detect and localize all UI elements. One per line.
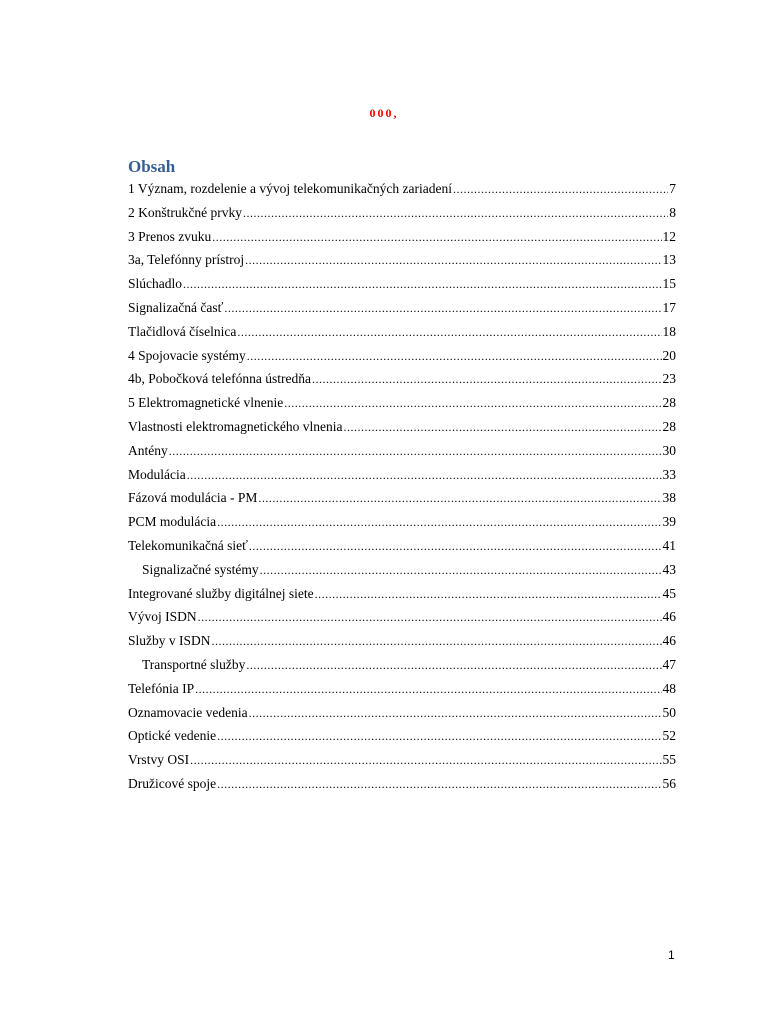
toc-dot-leader	[315, 583, 662, 606]
toc-entry[interactable]	[128, 605, 676, 629]
toc-entry-label: Vrstvy OSI	[128, 752, 190, 768]
toc-title: Obsah	[128, 157, 176, 176]
toc-entry[interactable]	[128, 272, 676, 296]
toc-entry[interactable]	[128, 486, 676, 510]
toc-dot-leader	[212, 630, 662, 653]
toc-entry-label: Signalizačná časť	[128, 299, 224, 315]
toc-dot-leader	[217, 773, 661, 796]
toc-entry[interactable]	[128, 439, 676, 463]
toc-dot-leader	[245, 249, 661, 272]
toc-dot-leader	[212, 226, 661, 249]
toc-entry-page: 43	[662, 561, 676, 577]
toc-dot-leader	[187, 464, 662, 487]
toc-entry-label: 2 Konštrukčné prvky	[128, 204, 242, 220]
toc-entry-label: Služby v ISDN	[128, 633, 211, 649]
toc-entry-page: 13	[662, 252, 676, 268]
toc-entry[interactable]	[128, 201, 676, 225]
toc-entry-label: Signalizačné systémy	[142, 561, 259, 577]
toc-entry-label: Transportné služby	[142, 656, 246, 672]
toc-dot-leader	[284, 392, 661, 415]
toc-entry-label: Antény	[128, 442, 168, 458]
toc-entry-label: Telefónia IP	[128, 680, 195, 696]
toc-dot-leader	[243, 202, 668, 225]
toc-dot-leader	[246, 654, 661, 677]
toc-entry-label: 4b, Pobočková telefónna ústredňa	[128, 371, 311, 387]
toc-entry-page: 47	[662, 656, 676, 672]
toc-entry[interactable]	[128, 510, 676, 534]
toc-entry-label: Optické vedenie	[128, 728, 217, 744]
toc-entry-label: Vlastnosti elektromagnetického vlnenia	[128, 418, 343, 434]
toc-entry[interactable]	[128, 296, 676, 320]
toc-entry-label: 4 Spojovacie systémy	[128, 347, 246, 363]
toc-entry[interactable]	[128, 534, 676, 558]
toc-entry-page: 45	[662, 585, 676, 601]
toc-dot-leader	[258, 487, 661, 510]
toc-entry-page: 56	[662, 775, 676, 791]
toc-entry[interactable]	[128, 748, 676, 772]
toc-entry-page: 50	[662, 704, 676, 720]
toc-entry-page: 46	[662, 633, 676, 649]
toc-dot-leader	[190, 749, 661, 772]
toc-entry[interactable]	[128, 558, 676, 582]
toc-entry-page: 39	[662, 514, 676, 530]
toc-entry-page: 18	[662, 323, 676, 339]
toc-dot-leader	[195, 678, 661, 701]
toc-dot-leader	[217, 725, 661, 748]
toc-entry-label: 3 Prenos zvuku	[128, 228, 212, 244]
toc-entry-page: 46	[662, 609, 676, 625]
toc-entry[interactable]	[128, 177, 676, 201]
toc-entry-label: 1 Význam, rozdelenie a vývoj telekomunikačných zariadení	[128, 181, 452, 196]
toc-entry-label: 3a, Telefónny prístroj	[128, 252, 245, 268]
toc-dot-leader	[249, 702, 662, 725]
toc-entry-page: 8	[669, 204, 676, 220]
toc-entry-label: Tlačidlová číselnica	[128, 323, 237, 339]
toc-entry-label: Modulácia	[128, 466, 186, 482]
toc-entry[interactable]	[128, 391, 676, 415]
toc-entry[interactable]	[128, 629, 676, 653]
toc-dot-leader	[343, 416, 661, 439]
toc-entry-label: Telekomunikačná sieť	[128, 537, 248, 553]
toc-dot-leader	[453, 178, 668, 201]
header-mark: 000,	[369, 106, 399, 120]
toc-dot-leader	[237, 321, 661, 344]
toc-entry-page: 28	[662, 418, 676, 434]
toc-dot-leader	[312, 368, 662, 391]
toc-entry-page: 28	[662, 395, 676, 411]
toc-entry[interactable]	[128, 677, 676, 701]
toc-entry-label: 5 Elektromagnetické vlnenie	[128, 395, 284, 411]
toc-entry[interactable]	[128, 320, 676, 344]
toc-entry-label: Družicové spoje	[128, 775, 217, 791]
toc-entry-page: 20	[662, 347, 676, 363]
toc-dot-leader	[247, 345, 662, 368]
page-number: 1	[668, 948, 675, 962]
toc-entry-label: Fázová modulácia - PM	[128, 490, 258, 506]
toc-entry-label: Slúchadlo	[128, 276, 182, 292]
toc-entry-page: 33	[662, 466, 676, 482]
toc-entry[interactable]	[128, 344, 676, 368]
toc-entry[interactable]	[128, 772, 676, 796]
toc-dot-leader	[260, 559, 662, 582]
toc-dot-leader	[249, 535, 662, 558]
toc-entry-page: 17	[662, 299, 676, 315]
toc-entry[interactable]	[128, 653, 676, 677]
toc-entry[interactable]	[128, 415, 676, 439]
toc-entry-page: 7	[669, 181, 676, 196]
toc-entry-label: PCM modulácia	[128, 514, 217, 530]
toc-entry[interactable]	[128, 463, 676, 487]
toc-entry-label: Vývoj ISDN	[128, 609, 197, 625]
toc-dot-leader	[169, 440, 662, 463]
toc-entry[interactable]	[128, 724, 676, 748]
toc-entry[interactable]	[128, 367, 676, 391]
toc-dot-leader	[183, 273, 662, 296]
toc-entry-label: Integrované služby digitálnej siete	[128, 585, 314, 601]
toc-entry-page: 12	[662, 228, 676, 244]
table-of-contents	[128, 177, 676, 796]
toc-dot-leader	[198, 606, 662, 629]
toc-entry-page: 48	[662, 680, 676, 696]
toc-entry-page: 30	[662, 442, 676, 458]
toc-entry-page: 23	[662, 371, 676, 387]
toc-entry-page: 52	[662, 728, 676, 744]
toc-entry[interactable]	[128, 701, 676, 725]
toc-entry-page: 55	[662, 752, 676, 768]
toc-entry-page: 15	[662, 276, 676, 292]
toc-dot-leader	[224, 297, 661, 320]
toc-entry[interactable]	[128, 248, 676, 272]
toc-dot-leader	[217, 511, 661, 534]
toc-entry-page: 41	[662, 537, 676, 553]
toc-entry-page: 38	[662, 490, 676, 506]
toc-entry[interactable]	[128, 582, 676, 606]
toc-entry-label: Oznamovacie vedenia	[128, 704, 248, 720]
toc-entry[interactable]	[128, 225, 676, 249]
